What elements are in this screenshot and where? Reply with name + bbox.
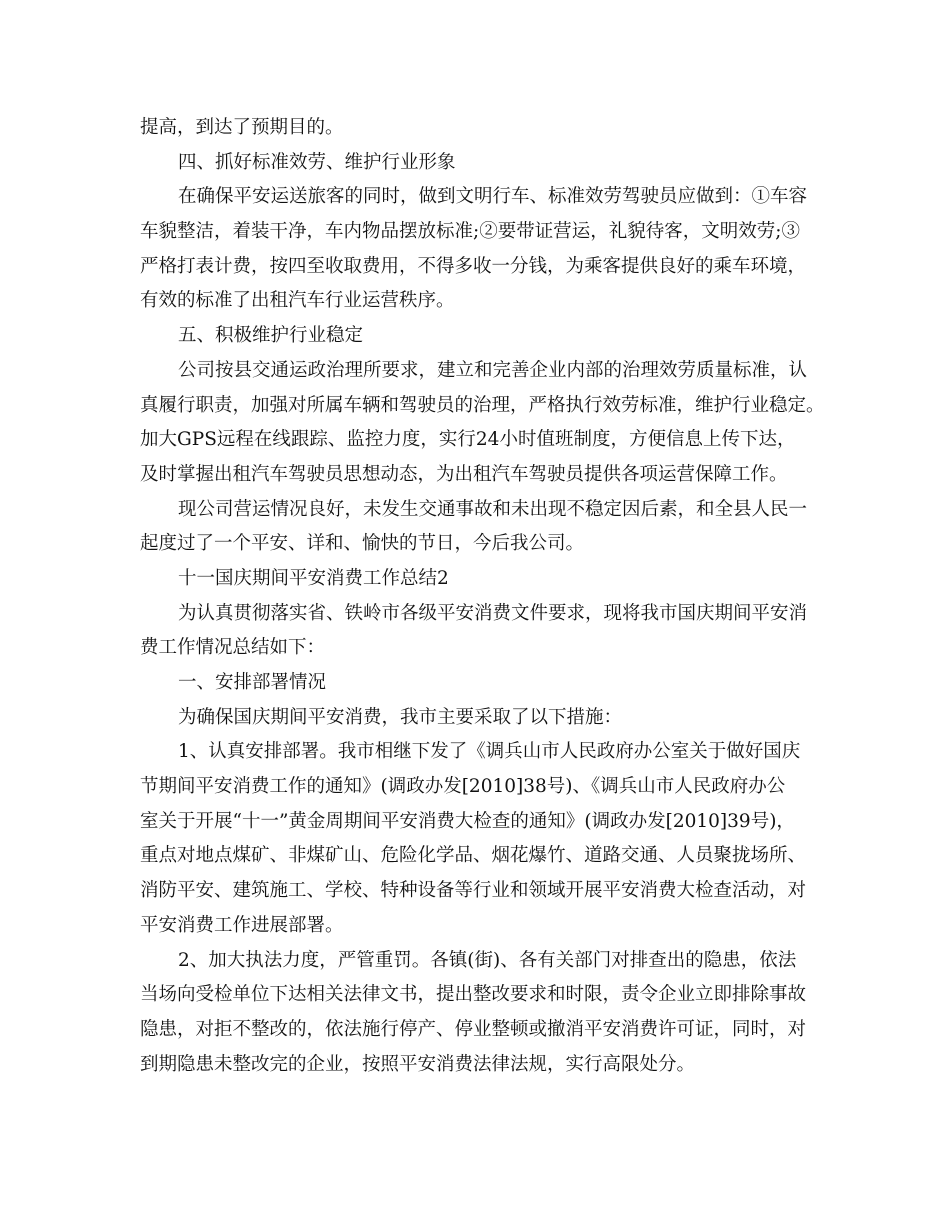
text-line: 当场向受检单位下达相关法律文书，提出整改要求和时限，责令企业立即排除事故 xyxy=(140,984,807,1006)
text-line: 到期隐患未整改完的企业，按照平安消费法律法规，实行高限处分。 xyxy=(140,1053,696,1075)
text-line: 消防平安、建筑施工、学校、特种设备等行业和领域开展平安消费大检查活动，对 xyxy=(140,880,807,902)
text-line: 车貌整洁，着装干净，车内物品摆放标准;②要带证营运，礼貌待客，文明效劳;③ xyxy=(140,221,800,243)
text-line: 公司按县交通运政治理所要求，建立和完善企业内部的治理效劳质量标准，认 xyxy=(178,359,808,381)
text-line: 真履行职责，加强对所属车辆和驾驶员的治理，严格执行效劳标准，维护行业稳定。 xyxy=(140,394,825,416)
text-line: 加大GPS远程在线跟踪、监控力度，实行24小时值班制度，方便信息上传下达， xyxy=(140,429,796,451)
text-line: 四、抓好标准效劳、维护行业形象 xyxy=(178,151,456,173)
text-line: 在确保平安运送旅客的同时，做到文明行车、标准效劳驾驶员应做到：①车容 xyxy=(178,186,808,208)
text-line: 及时掌握出租汽车驾驶员思想动态，为出租汽车驾驶员提供各项运营保障工作。 xyxy=(140,463,788,485)
text-line: 节期间平安消费工作的通知》(调政办发[2010]38号)、《调兵山市人民政府办公 xyxy=(140,776,786,798)
text-line: 有效的标准了出租汽车行业运营秩序。 xyxy=(140,290,455,312)
document-body xyxy=(140,111,825,1082)
text-line: 隐患，对拒不整改的，依法施行停产、停业整顿或撤消平安消费许可证，同时，对 xyxy=(140,1018,807,1040)
text-line: 费工作情况总结如下： xyxy=(140,637,326,659)
text-line: 十一国庆期间平安消费工作总结2 xyxy=(178,567,449,589)
text-line: 五、积极维护行业稳定 xyxy=(178,325,364,347)
text-line: 为认真贯彻落实省、铁岭市各级平安消费文件要求，现将我市国庆期间平安消 xyxy=(178,602,808,624)
text-line: 起度过了一个平安、详和、愉快的节日，今后我公司。 xyxy=(140,533,585,555)
text-line: 重点对地点煤矿、非煤矿山、危险化学品、烟花爆竹、道路交通、人员聚拢场所、 xyxy=(140,845,807,867)
text-line: 室关于开展“十一”黄金周期间平安消费大检查的通知》(调政办发[2010]39号)， xyxy=(140,810,795,832)
text-line: 平安消费工作进展部署。 xyxy=(140,914,344,936)
text-line: 一、安排部署情况 xyxy=(178,672,327,693)
text-line: 2、加大执法力度，严管重罚。各镇(街)、各有关部门对排查出的隐患，依法 xyxy=(178,949,797,971)
text-line: 为确保国庆期间平安消费，我市主要采取了以下措施： xyxy=(178,706,623,728)
text-line: 1、认真安排部署。我市相继下发了《调兵山市人民政府办公室关于做好国庆 xyxy=(178,741,801,763)
text-line: 现公司营运情况良好，未发生交通事故和未出现不稳定因后素，和全县人民一 xyxy=(178,498,808,520)
text-line: 严格打表计费，按四至收取费用，不得多收一分钱，为乘客提供良好的乘车环境， xyxy=(140,255,807,277)
text-line: 提高，到达了预期目的。 xyxy=(140,117,344,138)
